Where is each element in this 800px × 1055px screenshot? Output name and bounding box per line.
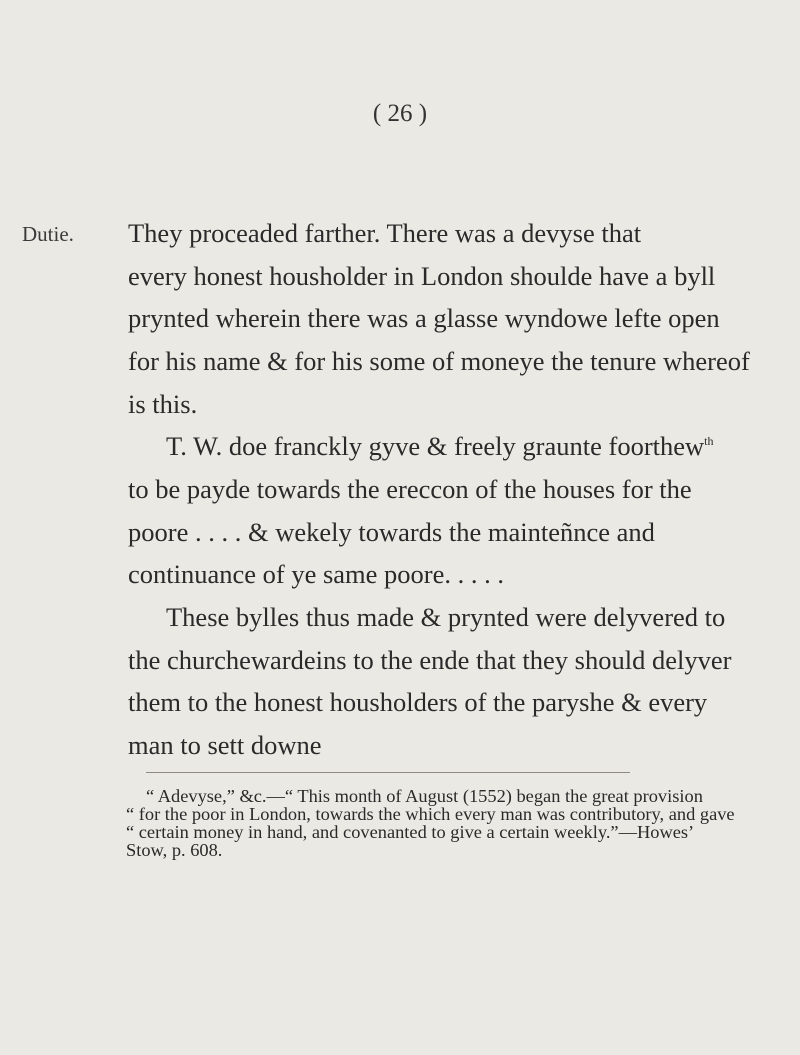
body-line: prynted wherein there was a glasse wyndowe lefte open (128, 303, 720, 334)
body-line: is this. (128, 388, 198, 419)
footnote-line: “ certain money in hand, and covenanted to give a certain weekly.”—Howes’ (126, 822, 695, 842)
footnote-divider (146, 772, 630, 773)
body-line (166, 431, 714, 462)
footnote-line: Stow, p. 608. (126, 840, 223, 860)
body-line: These bylles thus made & prynted were delyvered to (166, 602, 726, 632)
body-line: man to sett downe (128, 730, 322, 760)
body-line: for his name & for his some of moneye the tenure whereof (128, 346, 750, 376)
margin-note: Dutie. (22, 222, 74, 246)
body-line: the churchewardeins to the ende that they should delyver (128, 644, 732, 675)
body-line: them to the honest housholders of the paryshe & every (128, 687, 708, 718)
footnote-line: “ for the poor in London, towards the which every man was contributory, and gave (126, 804, 735, 824)
body-line: They proceaded farther. There was a devyse that (128, 218, 642, 248)
superscript: th (704, 434, 714, 449)
footnote (126, 786, 735, 860)
page-number: ( 26 ) (372, 100, 428, 127)
body-line: continuance of ye same poore. . . . . (128, 559, 505, 590)
body-line: poore . . . . & wekely towards the mainteñnce and (128, 516, 655, 547)
footnote-line: “ Adevyse,” &c.—“ This month of August (1552) began the great provision (146, 786, 703, 806)
body-line-text: T. W. doe franckly gyve & freely graunte foorthew (166, 431, 705, 462)
body-line: to be payde towards the ereccon of the houses for the (128, 474, 692, 504)
body-line: every honest housholder in London shoulde have a byll (128, 260, 716, 291)
